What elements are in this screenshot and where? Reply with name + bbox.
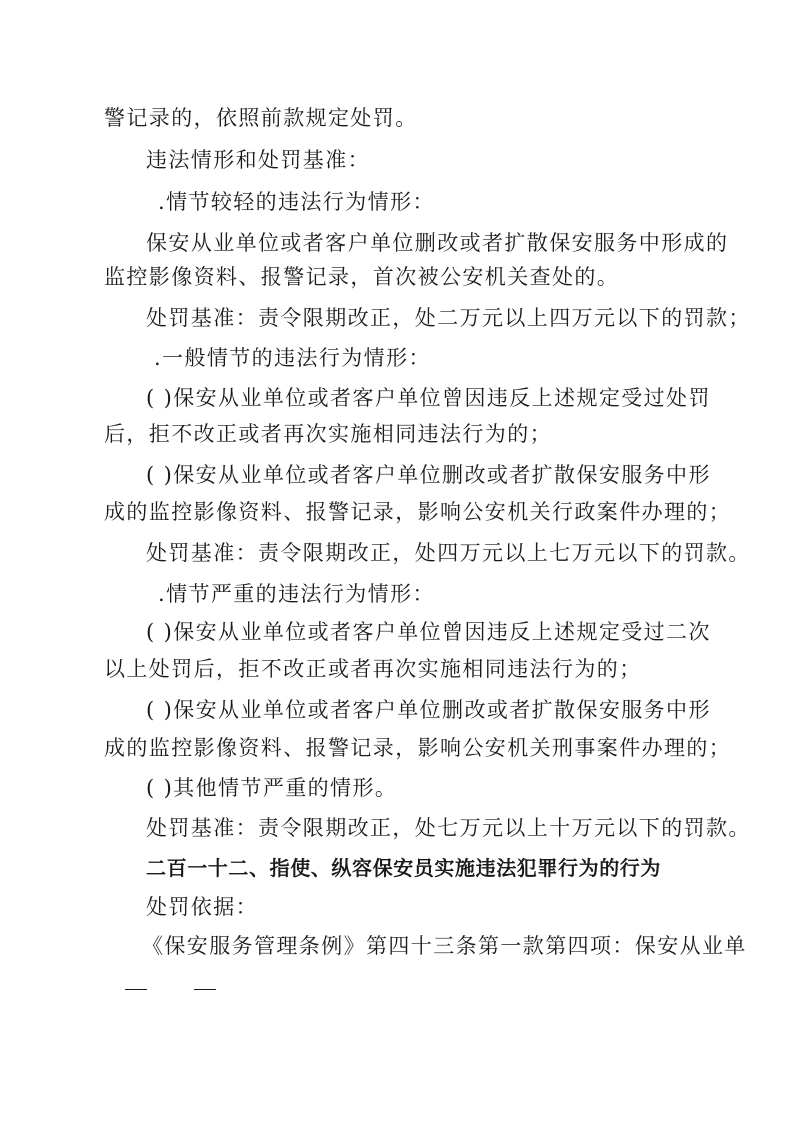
text-line: 警记录的，依照前款规定处罚。 (104, 106, 418, 130)
text-line: 违法情形和处罚基准： (146, 148, 370, 172)
text-line: .一般情节的违法行为情形： (154, 346, 431, 370)
text-line: 成的监控影像资料、报警记录，影响公安机关刑事案件办理的； (104, 736, 732, 760)
text-line: .情节严重的违法行为情形： (158, 582, 435, 606)
text-line: 处罚基准：责令限期改正，处七万元以上十万元以下的罚款。 (146, 816, 751, 840)
section-heading: 二百一十二、指使、纵容保安员实施违法犯罪行为的行为 (146, 856, 661, 880)
text-line: 处罚基准：责令限期改正，处二万元以上四万元以下的罚款； (146, 306, 751, 330)
footer-dash-right (194, 989, 216, 990)
text-line: ( )保安从业单位或者客户单位删改或者扩散保安服务中形 (146, 463, 711, 487)
text-line: ( )保安从业单位或者客户单位曾因违反上述规定受过处罚 (146, 386, 711, 410)
text-line: 后，拒不改正或者再次实施相同违法行为的； (104, 422, 552, 446)
text-line: 以上处罚后，拒不改正或者再次实施相同违法行为的； (104, 657, 642, 681)
text-line: 《保安服务管理条例》第四十三条第一款第四项：保安从业单 (142, 934, 747, 958)
text-line: .情节较轻的违法行为情形： (158, 190, 435, 214)
text-line: ( )其他情节严重的情形。 (146, 776, 398, 800)
text-line: ( )保安从业单位或者客户单位删改或者扩散保安服务中形 (146, 698, 711, 722)
text-line: 保安从业单位或者客户单位删改或者扩散保安服务中形成的 (146, 231, 729, 255)
text-line: 监控影像资料、报警记录，首次被公安机关查处的。 (104, 265, 620, 289)
text-line: 成的监控影像资料、报警记录，影响公安机关行政案件办理的； (104, 500, 732, 524)
text-line: 处罚基准：责令限期改正，处四万元以上七万元以下的罚款。 (146, 541, 751, 565)
footer-dash-left (125, 989, 147, 990)
text-line: ( )保安从业单位或者客户单位曾因违反上述规定受过二次 (146, 620, 711, 644)
text-line: 处罚依据： (146, 895, 258, 919)
